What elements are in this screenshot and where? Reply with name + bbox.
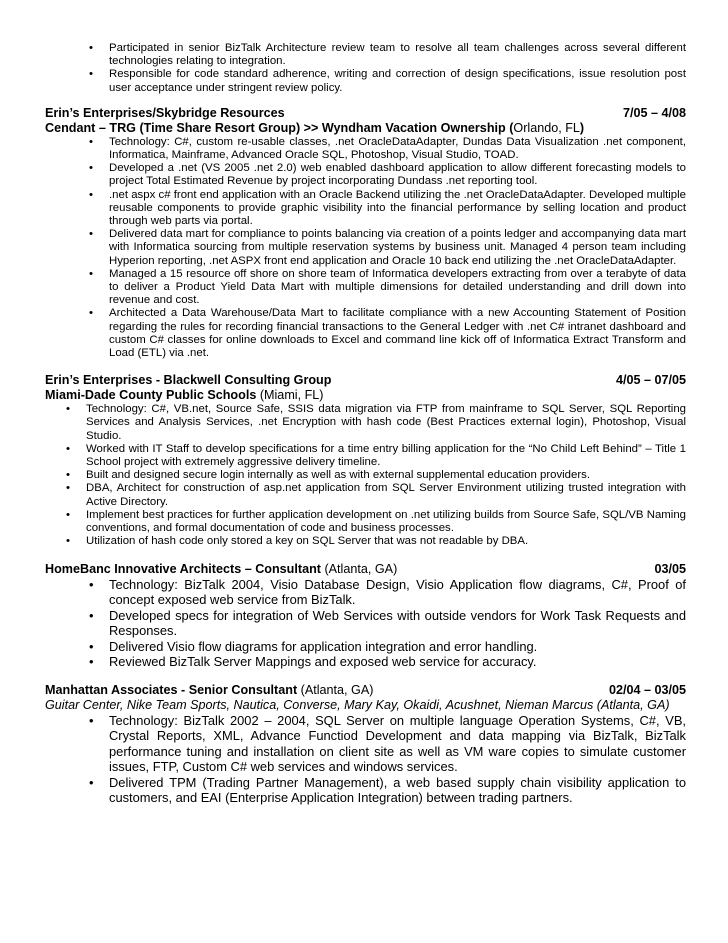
bullet-item: • Participated in senior BizTalk Architecture review team to resolve all team challenges across several different technologies relating to integration. <box>109 42 686 68</box>
company-name: Erin’s Enterprises - Blackwell Consulting Group <box>45 373 332 388</box>
bullet-item: • Built and designed secure login internally as well as with external supplemental education providers. <box>86 469 686 482</box>
bullet-item: • .net aspx c# front end application with an Oracle Backend utilizing the .net OracleDataAdapter. Developed multiple reusable components to provide graphic visibility into the financial performance by selling location and product through web parts via portal. <box>109 189 686 229</box>
client-location: (Miami, FL) <box>256 388 324 403</box>
job-dates: 7/05 – 4/08 <box>622 105 686 120</box>
bullet-item: • Reviewed BizTalk Server Mappings and exposed web service for accuracy. <box>109 654 686 670</box>
bullet-item: • Developed a .net (VS 2005 .net 2.0) web enabled dashboard application to allow different forecasting models to project Total Estimated Revenue by project incorporating Dundass .net reporting tool. <box>109 162 686 188</box>
company-name: Manhattan Associates - Senior Consultant <box>45 682 298 697</box>
bullet-item: • Utilization of hash code only stored a key on SQL Server that was not readable by DBA. <box>86 535 686 548</box>
job-header <box>45 373 686 388</box>
client-location: Orlando, FL <box>513 120 580 135</box>
company-name: HomeBanc Innovative Architects – Consultant <box>45 561 321 576</box>
bullet-item: • Worked with IT Staff to develop specifications for a time entry billing application for the “No Child Left Behind” – Title 1 School project with extremely aggressive delivery timeline. <box>86 443 686 469</box>
job-entry-homebanc <box>45 562 686 670</box>
bullet-item: • Delivered Visio flow diagrams for application integration and error handling. <box>109 639 686 655</box>
bullet-item: • Developed specs for integration of Web Services with outside vendors for Work Task Requests and Responses. <box>109 608 686 639</box>
job-location: (Atlanta, GA) <box>320 561 398 576</box>
bullet-item: • Delivered data mart for compliance to points balancing via creation of a points ledger and accompanying data mart with Informatica sourcing from multiple reservation systems by business unit. Managed 4 person team including Hyperion reporting, .net ASPX front end application and Oracle 10 back end utilizing the .net OracleDataAdapter. <box>109 228 686 268</box>
bullet-item: • DBA, Architect for construction of asp.net application from SQL Server Environment utilizing trusted integration with Active Directory. <box>86 482 686 508</box>
continued-section <box>45 42 686 95</box>
bullet-item: • Technology: C#, custom re-usable classes, .net OracleDataAdapter, Dundas Data Visualization .net component, Informatica, Mainframe, Advanced Oracle SQL, Photoshop, Visual Studio, TOAD. <box>109 136 686 162</box>
job-header <box>45 562 686 577</box>
client-name: Cendant – TRG (Time Share Resort Group) >> Wyndham Vacation Ownership ( <box>45 120 514 135</box>
bullet-list <box>45 42 686 95</box>
job-header <box>45 683 686 698</box>
bullet-item: • Responsible for code standard adherence, writing and correction of design specifications, issue resolution post user acceptance under stringent review policy. <box>109 68 686 94</box>
bullet-item: • Delivered TPM (Trading Partner Management), a web based supply chain visibility application to customers, and EAI (Enterprise Application Integration) between trading partners. <box>109 775 686 806</box>
bullet-list <box>45 577 686 670</box>
client-name: Miami-Dade County Public Schools <box>45 388 257 403</box>
bullet-item: • Technology: BizTalk 2002 – 2004, SQL Server on multiple language Operation Systems, C#, VB, Crystal Reports, XML, Advance Functiod Development and data mapping via BizTalk, BizTalk performance tuning and installation on client site as well as VM ware copies to simulate customer issues, FTP, Custom C# web services and windows services. <box>109 713 686 775</box>
bullet-item: • Technology: C#, VB.net, Source Safe, SSIS data migration via FTP from mainframe to SQL Server, SQL Reporting Services and Analysis Services, .net Encryption with hash code (Best Practices external login), Photoshop, Visual Studio. <box>86 403 686 443</box>
bullet-item: • Technology: BizTalk 2004, Visio Database Design, Visio Application flow diagrams, C#, Proof of concept exposed web service from BizTalk. <box>109 577 686 608</box>
job-entry-blackwell <box>45 373 686 548</box>
client-list: Guitar Center, Nike Team Sports, Nautica, Converse, Mary Kay, Okaidi, Acushnet, Nieman Marcus (Atlanta, GA) <box>45 697 670 712</box>
client-line <box>45 388 686 403</box>
job-entry-skybridge <box>45 106 686 360</box>
job-dates: 4/05 – 07/05 <box>615 373 686 388</box>
client-line <box>45 121 686 136</box>
bullet-item: • Implement best practices for further application development on .net utilizing builds from Source Safe, SQL/VB Naming conventions, and formal documentation of code and business processes. <box>86 509 686 535</box>
job-dates: 03/05 <box>654 561 686 576</box>
bullet-list <box>45 136 686 360</box>
bullet-item: • Architected a Data Warehouse/Data Mart to facilitate compliance with a new Accounting Statement of Position regarding the rules for recording financial transactions to the General Ledger with .net C# intranet dashboard and custom C# classes for online downloads to Excel and command line kick off of Informatica Extract Transform and Load (ETL) via .net. <box>109 307 686 360</box>
company-name: Erin’s Enterprises/Skybridge Resources <box>45 105 285 120</box>
job-entry-manhattan <box>45 683 686 806</box>
job-dates: 02/04 – 03/05 <box>608 682 686 697</box>
bullet-item: • Managed a 15 resource off shore on shore team of Informatica developers extracting from over a terabyte of data to deliver a Product Yield Data Mart with multiple dimensions for detailed understanding and drill down into revenue and cost. <box>109 268 686 308</box>
job-location: (Atlanta, GA) <box>297 682 374 697</box>
client-close: ) <box>579 120 585 135</box>
bullet-list <box>45 403 686 548</box>
job-header <box>45 106 686 121</box>
bullet-list <box>45 713 686 806</box>
